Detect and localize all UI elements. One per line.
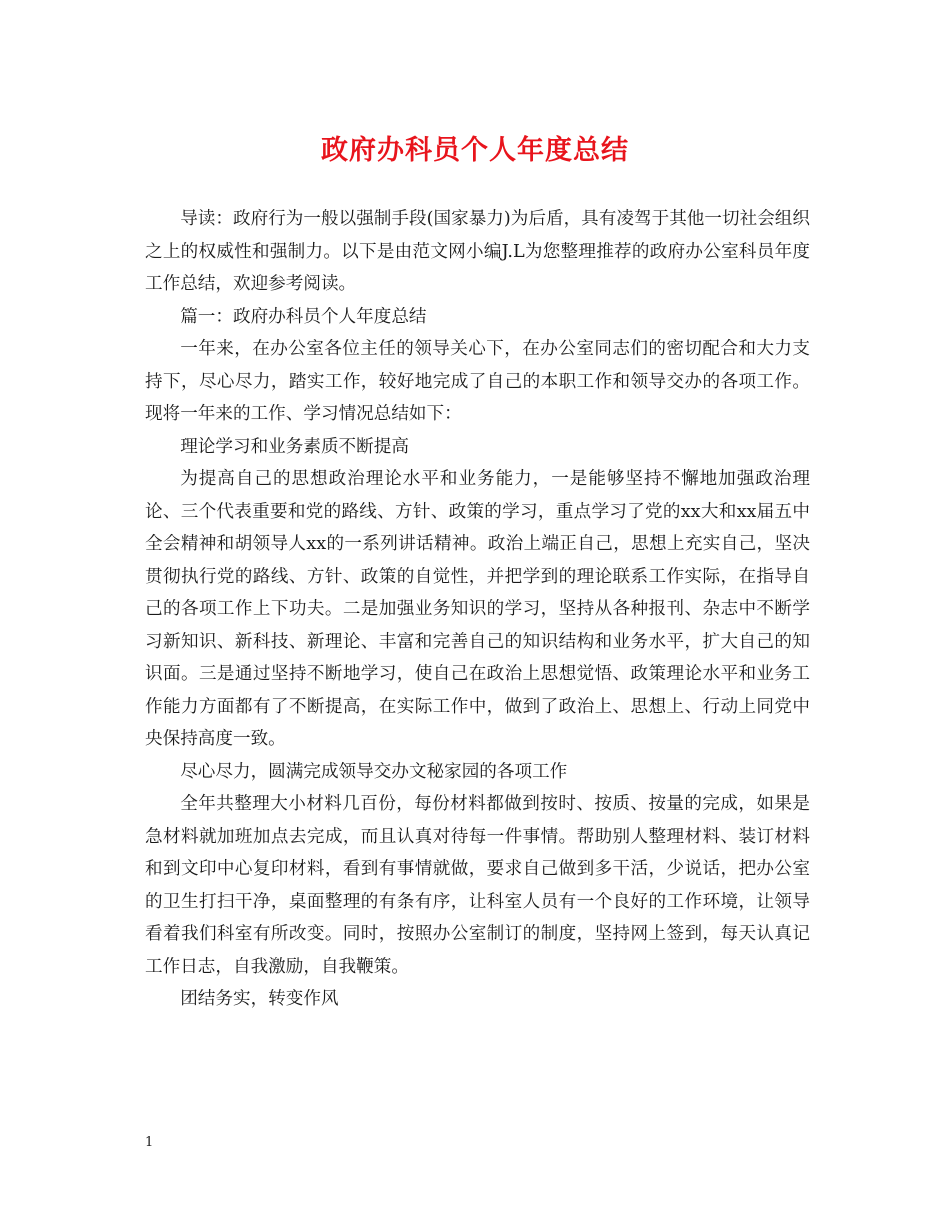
paragraph-tasks: 全年共整理大小材料几百份，每份材料都做到按时、按质、按量的完成，如果是急材料就加班加点去完成，而且认真对待每一件事情。帮助别人整理材料、装订材料和到文印中心复印材料，看到有事情就做，要求自己做到多干活，少说话，把办公室的卫生打扫干净，桌面整理的有条有序，让科室人员有一个良好的工作环境，让领导看着我们科室有所改变。同时，按照办公室制订的制度，坚持网上签到，每天认真记工作日志，自我激励，自我鞭策。 xyxy=(145,794,810,977)
paragraph-subheading-study: 理论学习和业务素质不断提高 xyxy=(180,436,409,457)
document-title: 政府办科员个人年度总结 xyxy=(321,135,629,166)
paragraph-subheading-tasks: 尽心尽力，圆满完成领导交办文秘家园的各项工作 xyxy=(180,761,568,782)
paragraph-intro: 导读：政府行为一般以强制手段(国家暴力)为后盾，具有凌驾于其他一切社会组织之上的权威性和强制力。以下是由范文网小编J.L为您整理推荐的政府办公室科员年度工作总结，欢迎参考阅读。 xyxy=(145,209,810,294)
paragraph-subheading-unity: 团结务实，转变作风 xyxy=(180,989,339,1009)
paragraph-section-heading: 篇一：政府办科员个人年度总结 xyxy=(180,306,427,327)
document-body xyxy=(145,203,810,1016)
page-number: 1 xyxy=(145,1135,154,1150)
paragraph-study: 为提高自己的思想政治理论水平和业务能力，一是能够坚持不懈地加强政治理论、三个代表重要和党的路线、方针、政策的学习，重点学习了党的xx大和xx届五中全会精神和胡领导人xx的一系列讲话精神。政治上端正自己，思想上充实自己，坚决贯彻执行党的路线、方针、政策的自觉性，并把学到的理论联系工作实际，在指导自己的各项工作上下功夫。二是加强业务知识的学习，坚持从各种报刊、杂志中不断学习新知识、新科技、新理论、丰富和完善自己的知识结构和业务水平，扩大自己的知识面。三是通过坚持不断地学习，使自己在政治上思想觉悟、政策理论水平和业务工作能力方面都有了不断提高，在实际工作中，做到了政治上、思想上、行动上同党中央保持高度一致。 xyxy=(145,469,810,749)
paragraph-overview: 一年来，在办公室各位主任的领导关心下，在办公室同志们的密切配合和大力支持下，尽心尽力，踏实工作，较好地完成了自己的本职工作和领导交办的各项工作。现将一年来的工作、学习情况总结如下： xyxy=(145,339,810,424)
